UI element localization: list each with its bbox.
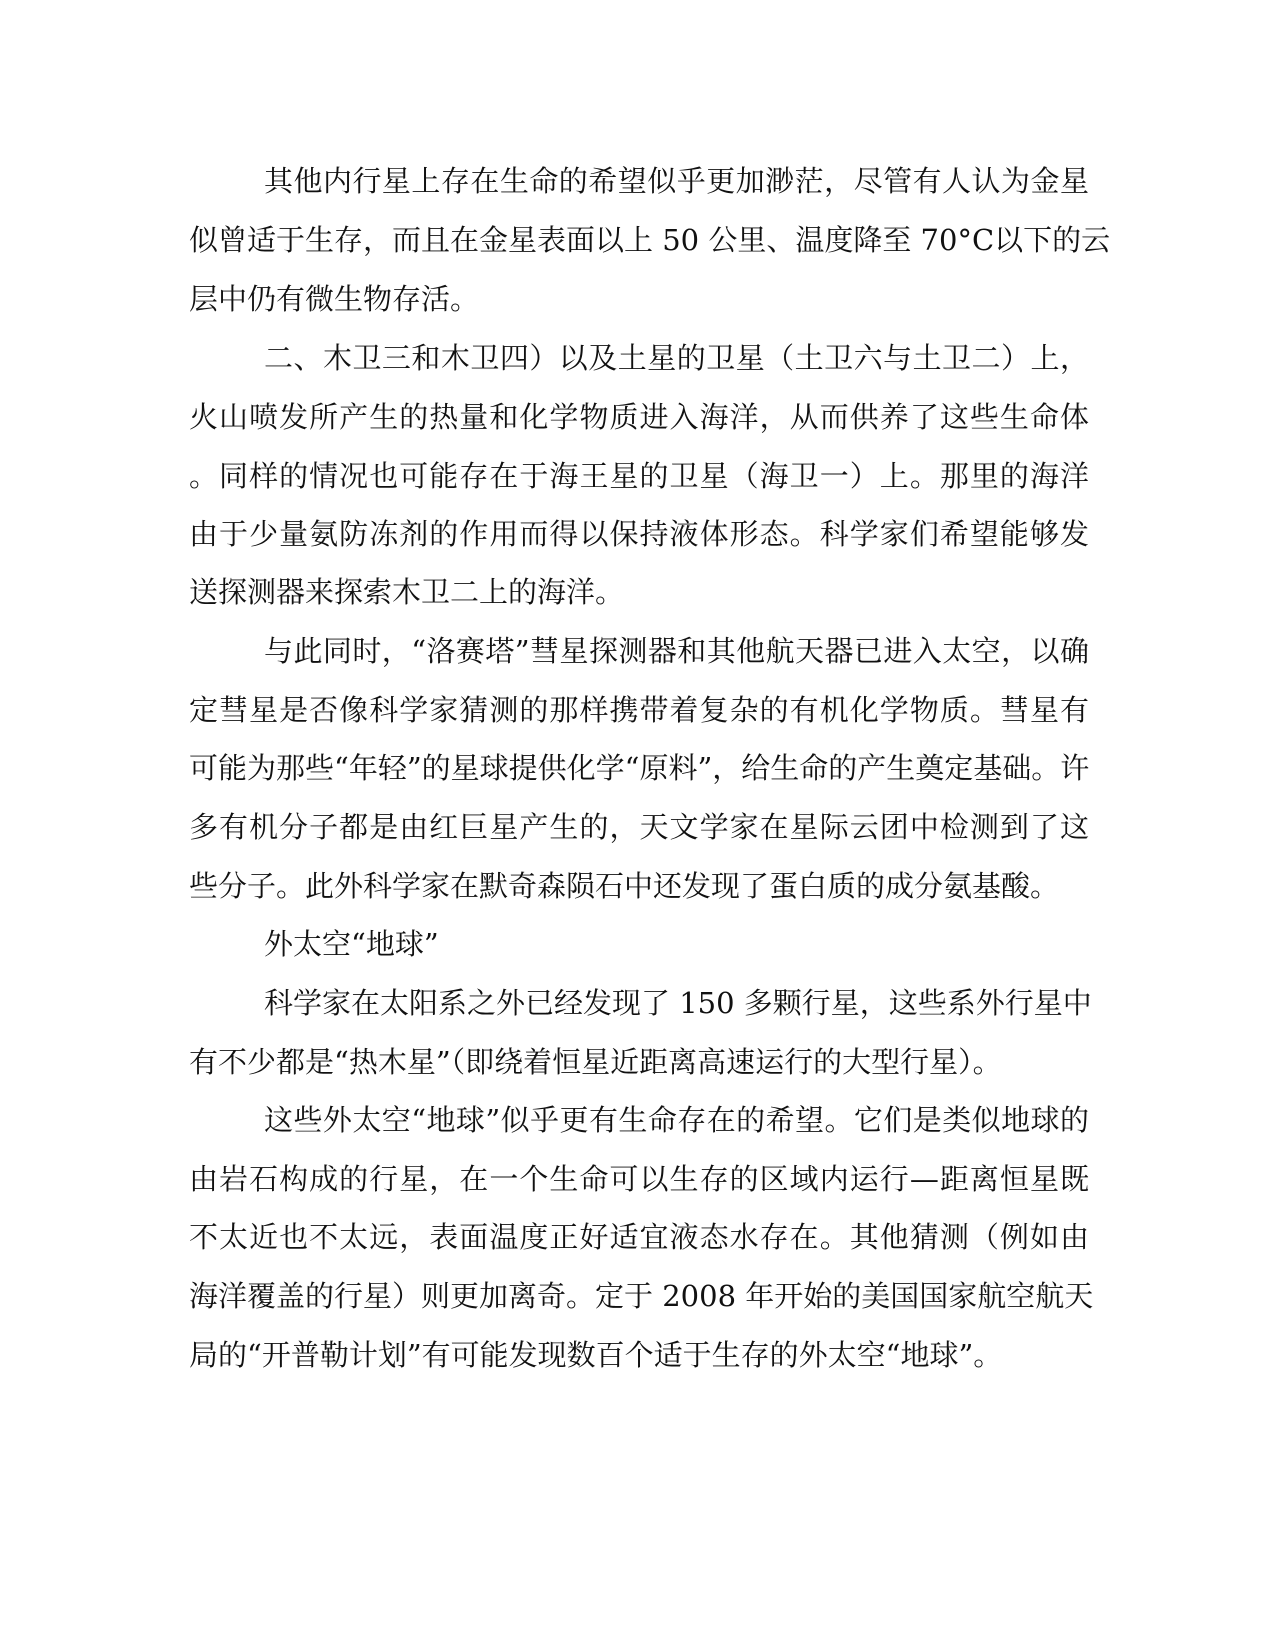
- paragraph-line: 由于少量氨防冻剂的作用而得以保持液体形态。科学家们希望能够发: [189, 517, 1089, 551]
- paragraph-line: 可能为那些“年轻”的星球提供化学“原料”，给生命的产生奠定基础。许: [189, 751, 1090, 785]
- paragraph-line: 多有机分子都是由红巨星产生的，天文学家在星际云团中检测到了这: [189, 810, 1089, 844]
- section-heading: 外太空“地球”: [264, 927, 439, 961]
- paragraph-line: 似曾适于生存，而且在金星表面以上 50 公里、温度降至 70°C以下的云: [189, 223, 1111, 257]
- paragraph-line: 这些外太空“地球”似乎更有生命存在的希望。它们是类似地球的: [264, 1103, 1089, 1137]
- paragraph-line: 与此同时，“洛赛塔”彗星探测器和其他航天器已进入太空，以确: [264, 634, 1089, 668]
- paragraph-line: 有不少都是“热木星”（即绕着恒星近距离高速运行的大型行星）。: [189, 1045, 1002, 1079]
- paragraph-line: 不太近也不太远，表面温度正好适宜液态水存在。其他猜测（例如由: [189, 1220, 1089, 1254]
- paragraph-line: 局的“开普勒计划”有可能发现数百个适于生存的外太空“地球”。: [189, 1338, 1003, 1372]
- paragraph-line: 火山喷发所产生的热量和化学物质进入海洋，从而供养了这些生命体: [189, 400, 1089, 434]
- paragraph-line: 定彗星是否像科学家猜测的那样携带着复杂的有机化学物质。彗星有: [189, 693, 1089, 727]
- paragraph-line: 科学家在太阳系之外已经发现了 150 多颗行星，这些系外行星中: [264, 986, 1092, 1020]
- paragraph-line: 送探测器来探索木卫二上的海洋。: [189, 575, 625, 609]
- paragraph-line: 些分子。此外科学家在默奇森陨石中还发现了蛋白质的成分氨基酸。: [189, 869, 1060, 903]
- paragraph-line: 。同样的情况也可能存在于海王星的卫星（海卫一）上。那里的海洋: [189, 459, 1089, 493]
- paragraph-line: 海洋覆盖的行星）则更加离奇。定于 2008 年开始的美国国家航空航天: [189, 1279, 1094, 1313]
- paragraph-line: 层中仍有微生物存活。: [189, 282, 480, 316]
- paragraph-line: 其他内行星上存在生命的希望似乎更加渺茫，尽管有人认为金星: [264, 164, 1089, 198]
- paragraph-line: 二、木卫三和木卫四）以及土星的卫星（土卫六与土卫二）上，: [264, 341, 1089, 375]
- paragraph-line: 由岩石构成的行星，在一个生命可以生存的区域内运行—距离恒星既: [189, 1162, 1089, 1196]
